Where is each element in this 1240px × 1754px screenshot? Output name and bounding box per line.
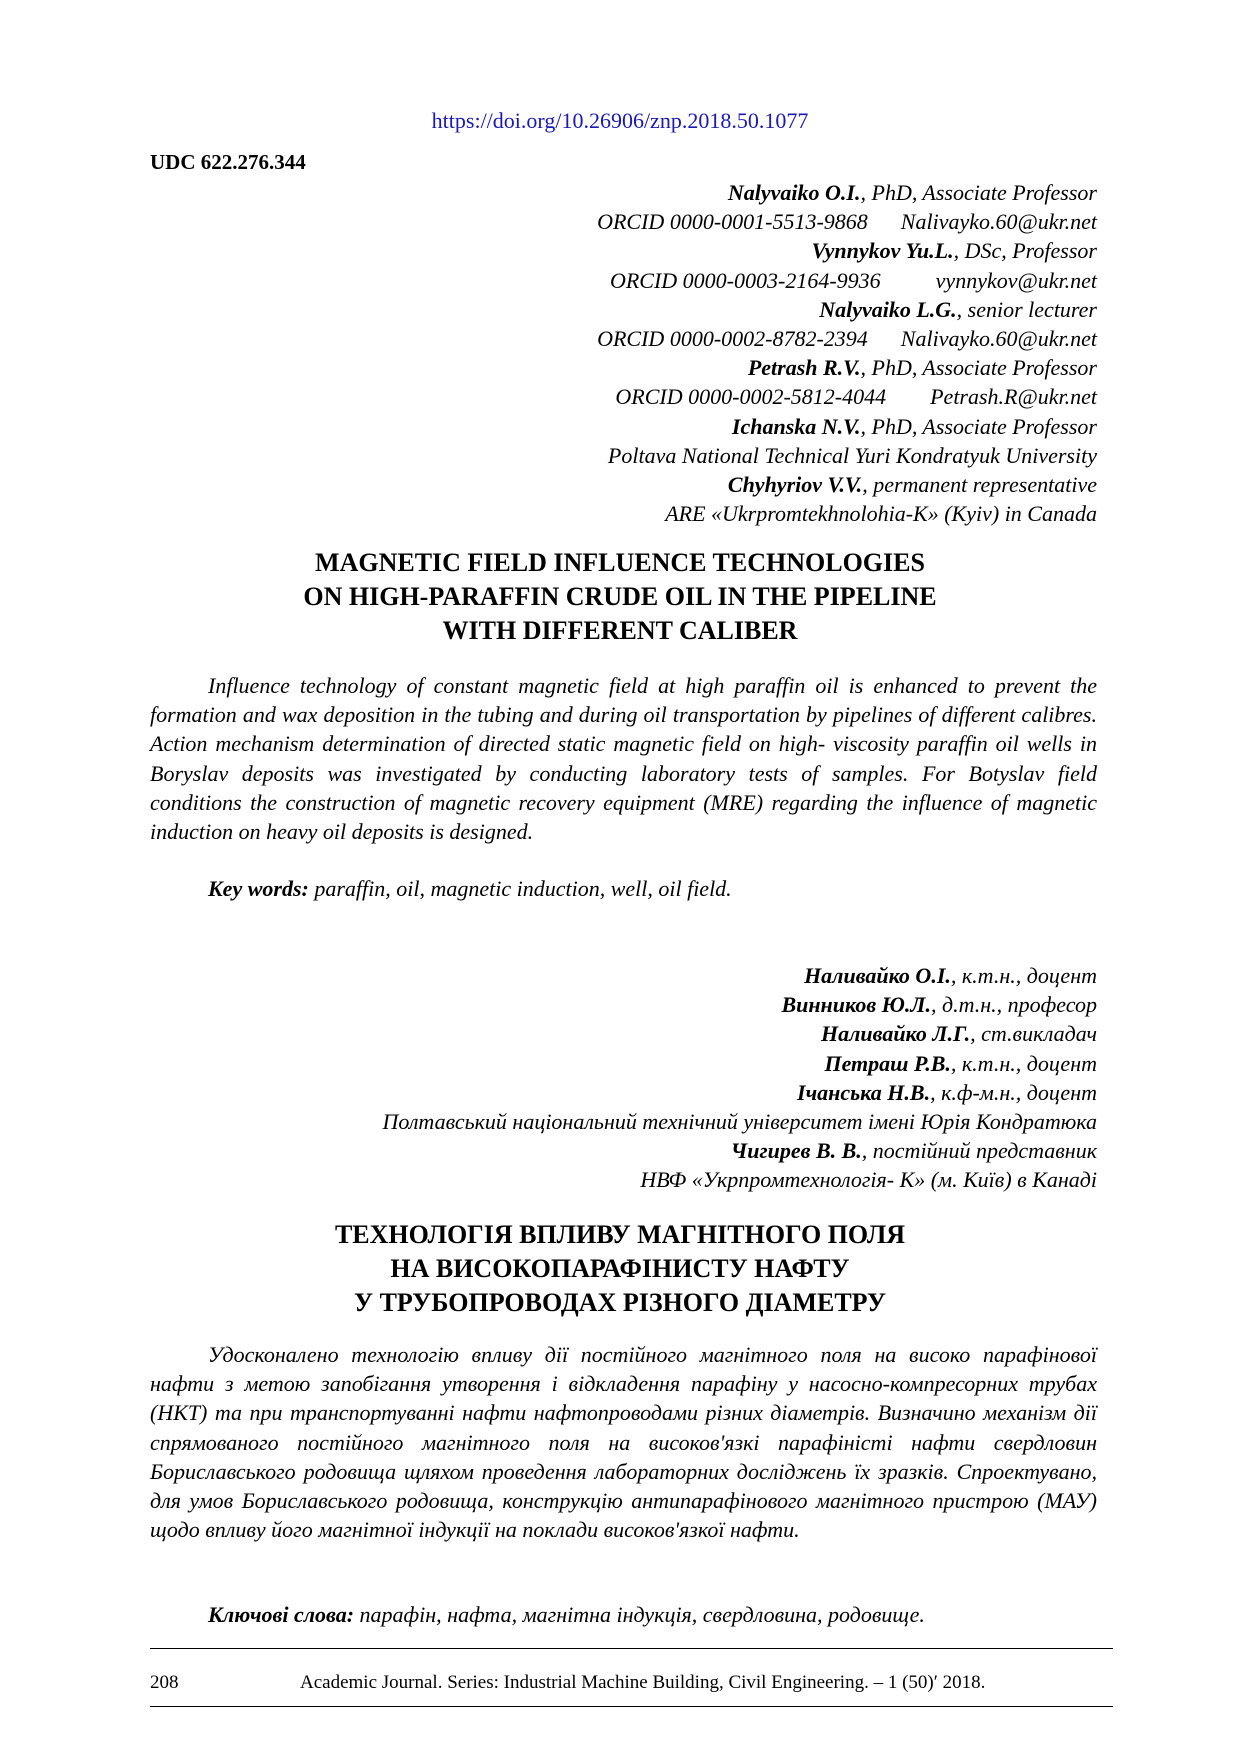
keywords-ua — [208, 1602, 925, 1628]
author-name: Чигирев В. В. — [730, 1138, 862, 1164]
author-line — [597, 470, 1097, 499]
author-affiliation-line: ORCID 0000-0001-5513-9868 Nalivayko.60@ukr.net — [597, 209, 1097, 235]
author-line — [382, 1049, 1097, 1078]
author-name: Винников Ю.Л. — [781, 992, 931, 1018]
author-line — [382, 1136, 1097, 1165]
author-credentials: , senior lecturer — [956, 296, 1097, 322]
doi-link[interactable]: https://doi.org/10.26906/znp.2018.50.1077 — [431, 108, 809, 133]
author-name: Nalyvaiko L.G. — [819, 296, 957, 322]
author-name: Vynnykov Yu.L. — [811, 238, 954, 264]
title-line: ON HIGH-PARAFFIN CRUDE OIL IN THE PIPELINE — [303, 582, 937, 611]
author-affiliation-line: ORCID 0000-0002-8782-2394 Nalivayko.60@ukr.net — [597, 326, 1097, 352]
author-credentials: , PhD, Associate Professor — [860, 355, 1097, 381]
author-name: Ichanska N.V. — [731, 413, 861, 439]
author-line — [597, 178, 1097, 207]
title-line: WITH DIFFERENT CALIBER — [442, 616, 798, 645]
authors-block-ua — [382, 961, 1097, 1195]
author-credentials: , permanent representative — [862, 472, 1097, 498]
footer-rule-bottom — [150, 1706, 1113, 1707]
author-name: Наливайко О.І. — [804, 963, 951, 988]
author-name: Nalyvaiko O.I. — [727, 180, 861, 205]
author-affiliation-line: ORCID 0000-0002-5812-4044 Petrash.R@ukr.net — [615, 384, 1097, 410]
author-name: Наливайко Л.Г. — [821, 1021, 971, 1047]
title-line: ТЕХНОЛОГІЯ ВПЛИВУ МАГНІТНОГО ПОЛЯ — [334, 1220, 906, 1249]
author-name: Петраш Р.В. — [824, 1050, 951, 1076]
author-line — [382, 990, 1097, 1019]
author-credentials: , к.ф-м.н., доцент — [930, 1079, 1097, 1105]
author-affiliation-line: ARE «Ukrpromtekhnolohia-K» (Kyiv) in Canada — [665, 501, 1097, 527]
author-line — [382, 961, 1097, 990]
author-affiliation-line: Полтавський національний технічний університет імені Юрія Кондратюка — [382, 1109, 1097, 1135]
author-credentials: , ст.викладач — [970, 1021, 1097, 1047]
author-credentials: , DSc, Professor — [953, 238, 1097, 264]
title-line: У ТРУБОПРОВОДАХ РІЗНОГО ДІАМЕТРУ — [354, 1288, 886, 1317]
author-name: Ічанська Н.В. — [797, 1079, 931, 1105]
author-credentials: , постійний представник — [861, 1138, 1097, 1164]
author-line — [382, 1078, 1097, 1107]
author-credentials: , к.т.н., доцент — [950, 963, 1097, 988]
author-line — [597, 236, 1097, 265]
author-credentials: , PhD, Associate Professor — [860, 413, 1097, 439]
page-number: 208 — [150, 1672, 179, 1693]
abstract-text: Influence technology of constant magnetic field at high paraffin oil is enhanced to prevent the formation and wax deposition in the tubing and during oil transportation by pipelines of different calibres. Action mechanism determination of directed static magnetic field on high- viscosity paraffin oil wells in Boryslav deposits was investigated by conducting laboratory tests of samples. For Botyslav field conditions the construction of magnetic recovery equipment (MRE) regarding the influence of magnetic induction on heavy oil deposits is designed. — [150, 673, 1097, 845]
author-affiliation-line: Poltava National Technical Yuri Kondratyuk University — [607, 442, 1097, 468]
title-ua — [0, 1218, 1240, 1320]
author-affiliation-line: ORCID 0000-0003-2164-9936 vynnykov@ukr.net — [609, 267, 1097, 293]
abstract-text: Удосконалено технологію впливу дії постійного магнітного поля на високо парафінової нафти з метою запобігання утворення і відкладення парафіну у насосно-компресорних трубах (НКТ) та при транспортуванні нафти нафтопроводами різних діаметрів. Визначино механізм дії спрямованого постійного магнітного поля на високов'язкі парафіністі нафти свердловин Бориславського родовища щляхом проведення лабораторних досліджень їх зразків. Спроектувано, для умов Бориславського родовища, конструкцію антипарафінового магнітного пристрою (МАУ) щодо впливу його магнітної індукції на поклади високов'язкої нафти. — [150, 1342, 1097, 1543]
title-line: MAGNETIC FIELD INFLUENCE TECHNOLOGIES — [315, 548, 925, 577]
author-affiliation-line: НВФ «Укрпромтехнологія- К» (м. Київ) в Канаді — [640, 1167, 1097, 1193]
abstract-ua — [150, 1340, 1097, 1544]
author-line — [382, 1019, 1097, 1048]
author-line — [597, 353, 1097, 382]
author-line — [597, 412, 1097, 441]
title-en — [0, 546, 1240, 648]
author-credentials: , д.т.н., професор — [930, 992, 1097, 1018]
author-line — [597, 295, 1097, 324]
title-line: НА ВИСОКОПАРАФІНИСТУ НАФТУ — [390, 1254, 850, 1283]
authors-block-en — [597, 178, 1097, 528]
footer-rule-top — [150, 1648, 1113, 1649]
journal-citation: Academic Journal. Series: Industrial Machine Building, Civil Engineering. – 1 (50)′ 2018. — [300, 1672, 986, 1693]
author-credentials: , PhD, Associate Professor — [860, 180, 1097, 205]
keywords-text: парафін, нафта, магнітна індукція, свердловина, родовище. — [354, 1602, 925, 1627]
author-name: Chyhyriov V.V. — [727, 472, 863, 498]
author-name: Petrash R.V. — [747, 355, 861, 381]
keywords-text: paraffin, oil, magnetic induction, well, oil field. — [308, 876, 732, 901]
udc-code: UDC 622.276.344 — [150, 150, 306, 174]
keywords-en — [208, 876, 732, 902]
author-credentials: , к.т.н., доцент — [950, 1050, 1097, 1076]
keywords-label: Key words: — [208, 876, 309, 901]
abstract-en — [150, 671, 1097, 846]
keywords-label: Ключові слова: — [208, 1602, 355, 1627]
